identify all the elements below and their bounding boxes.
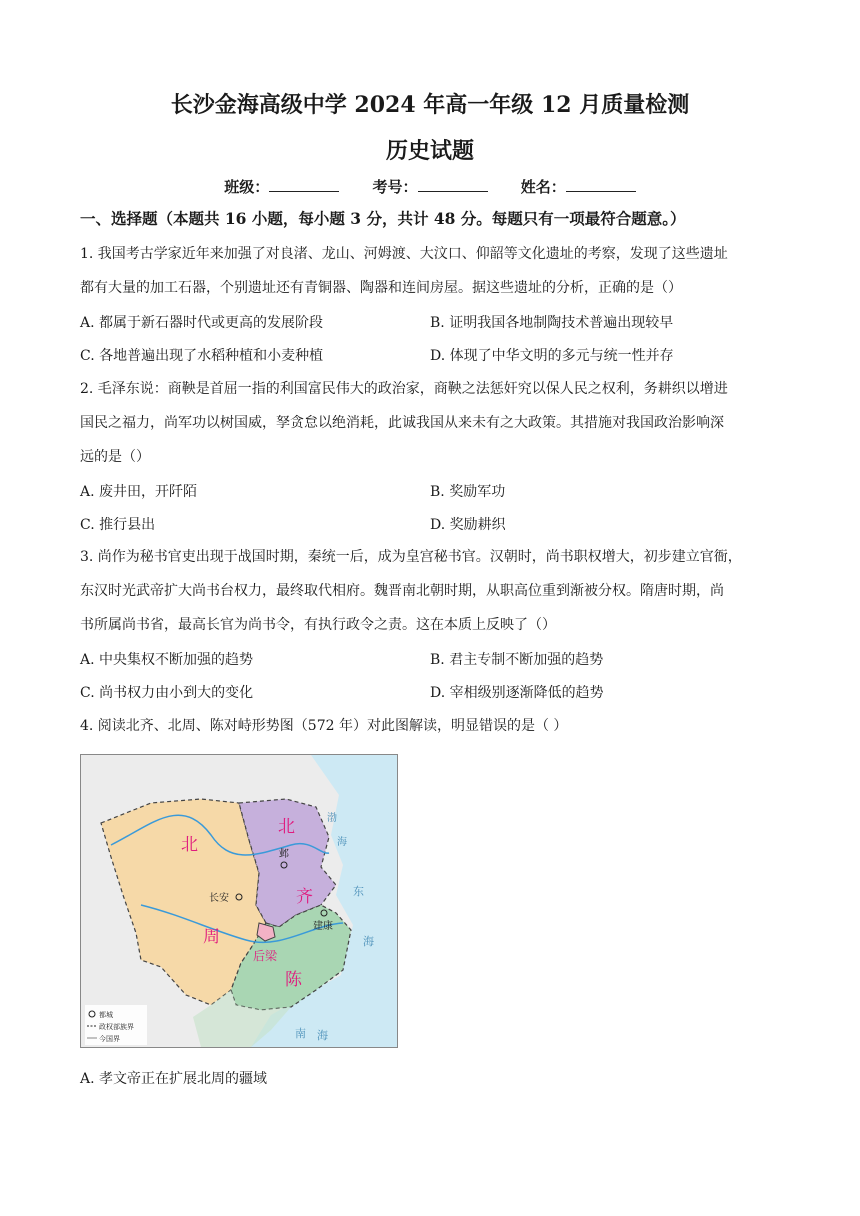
question-1-stem [80,237,784,305]
sea-label-donghai-2: 海 [363,935,374,948]
question-text-line: 远的是（） [80,449,150,465]
sea-label-nanhai: 南 [295,1027,306,1040]
q1-option-a[interactable]: A. 都属于新石器时代或更高的发展阶段 [80,315,324,331]
question-text-line: 东汉时光武帝扩大尚书台权力，最终取代相府。魏晋南北朝时期，从职高位重到渐被分权。隋唐时期，尚 [80,583,724,599]
question-text-line: 书所属尚书省，最高长官为尚书令，有执行政令之责。这在本质上反映了（） [80,617,556,633]
q3-option-b[interactable]: B. 君主专制不断加强的趋势 [430,652,604,668]
question-text-line: 都有大量的加工石器，个别遗址还有青铜器、陶器和连间房屋。据这些遗址的分析，正确的是（） [80,280,682,296]
class-field[interactable] [224,178,339,196]
q1-option-b[interactable]: B. 证明我国各地制陶技术普遍出现较早 [430,315,674,331]
sea-label-nanhai-2: 海 [317,1029,328,1042]
sea-label-bohai: 渤 [327,813,337,824]
legend-border: 政权部族界 [99,1023,134,1031]
city-changan: 长安 [209,893,229,904]
q2-option-a[interactable]: A. 废井田，开阡陌 [80,484,198,500]
map-label-zhou-1: 北 [181,835,198,855]
class-label: 班级： [224,178,270,196]
q3-option-a[interactable]: A. 中央集权不断加强的趋势 [80,652,254,668]
q2-option-c[interactable]: C. 推行县出 [80,517,156,533]
question-text-line: 1. 我国考古学家近年来加强了对良渚、龙山、河姆渡、大汶口、仰韶等文化遗址的考察，发现了这些遗址 [80,246,728,262]
map-label-hou-liang: 后梁 [253,949,278,963]
q2-option-b[interactable]: B. 奖励军功 [430,484,506,500]
exam-title: 长沙金海高级中学 2024 年高一年级 12 月质量检测 [170,92,690,118]
question-text-line: 国民之福力，尚军功以树国威，孥贪怠以绝消耗，此诚我国从来未有之大政策。其措施对我国政治影响深 [80,415,724,431]
question-4-stem [80,709,784,743]
q1-option-d[interactable]: D. 体现了中华文明的多元与统一性并存 [430,348,674,364]
name-label: 姓名： [520,178,566,196]
historical-map [80,754,398,1048]
map-label-qi-2: 齐 [296,887,313,907]
legend-modern-border: 今国界 [99,1035,120,1043]
question-text-line: 3. 尚作为秘书官吏出现于战国时期，秦统一后，成为皇宫秘书官。汉朝时，尚书职权增大，初步建立官衙， [80,549,742,565]
question-text-line: 4. 阅读北齐、北周、陈对峙形势图（572 年）对此图解读，明显错误的是（ ） [80,718,568,734]
q1-option-c[interactable]: C. 各地普遍出现了水稻种植和小麦种植 [80,348,324,364]
q3-option-d[interactable]: D. 宰相级别逐渐降低的趋势 [430,685,604,701]
map-label-qi-1: 北 [278,817,295,837]
question-2-stem [80,372,784,474]
section-heading: 一、选择题（本题共 16 小题，每小题 3 分，共计 48 分。每题只有一项最符合题意。） [80,209,686,228]
q2-option-d[interactable]: D. 奖励耕织 [430,517,506,533]
q3-option-c[interactable]: C. 尚书权力由小到大的变化 [80,685,254,701]
sea-label-donghai: 东 [353,885,364,898]
student-info-fields [0,176,860,197]
map-label-chen: 陈 [285,970,302,990]
exam-subtitle: 历史试题 [385,138,474,164]
city-jiankang: 建康 [313,921,333,932]
exam-number-label: 考号： [372,178,418,196]
map-label-zhou-2: 周 [203,927,220,947]
question-3-stem [80,540,784,642]
question-text-line: 2. 毛泽东说：商鞅是首屈一指的利国富民伟大的政治家，商鞅之法惩奸究以保人民之权利，务耕织以增进 [80,381,728,397]
city-ye: 邺 [279,849,289,860]
q4-option-a[interactable]: A. 孝文帝正在扩展北周的疆域 [80,1071,268,1087]
exam-number-field[interactable] [372,178,487,196]
legend-capital: 都城 [99,1011,113,1019]
sea-label-bohai-2: 海 [337,837,347,848]
name-field[interactable] [521,178,636,196]
